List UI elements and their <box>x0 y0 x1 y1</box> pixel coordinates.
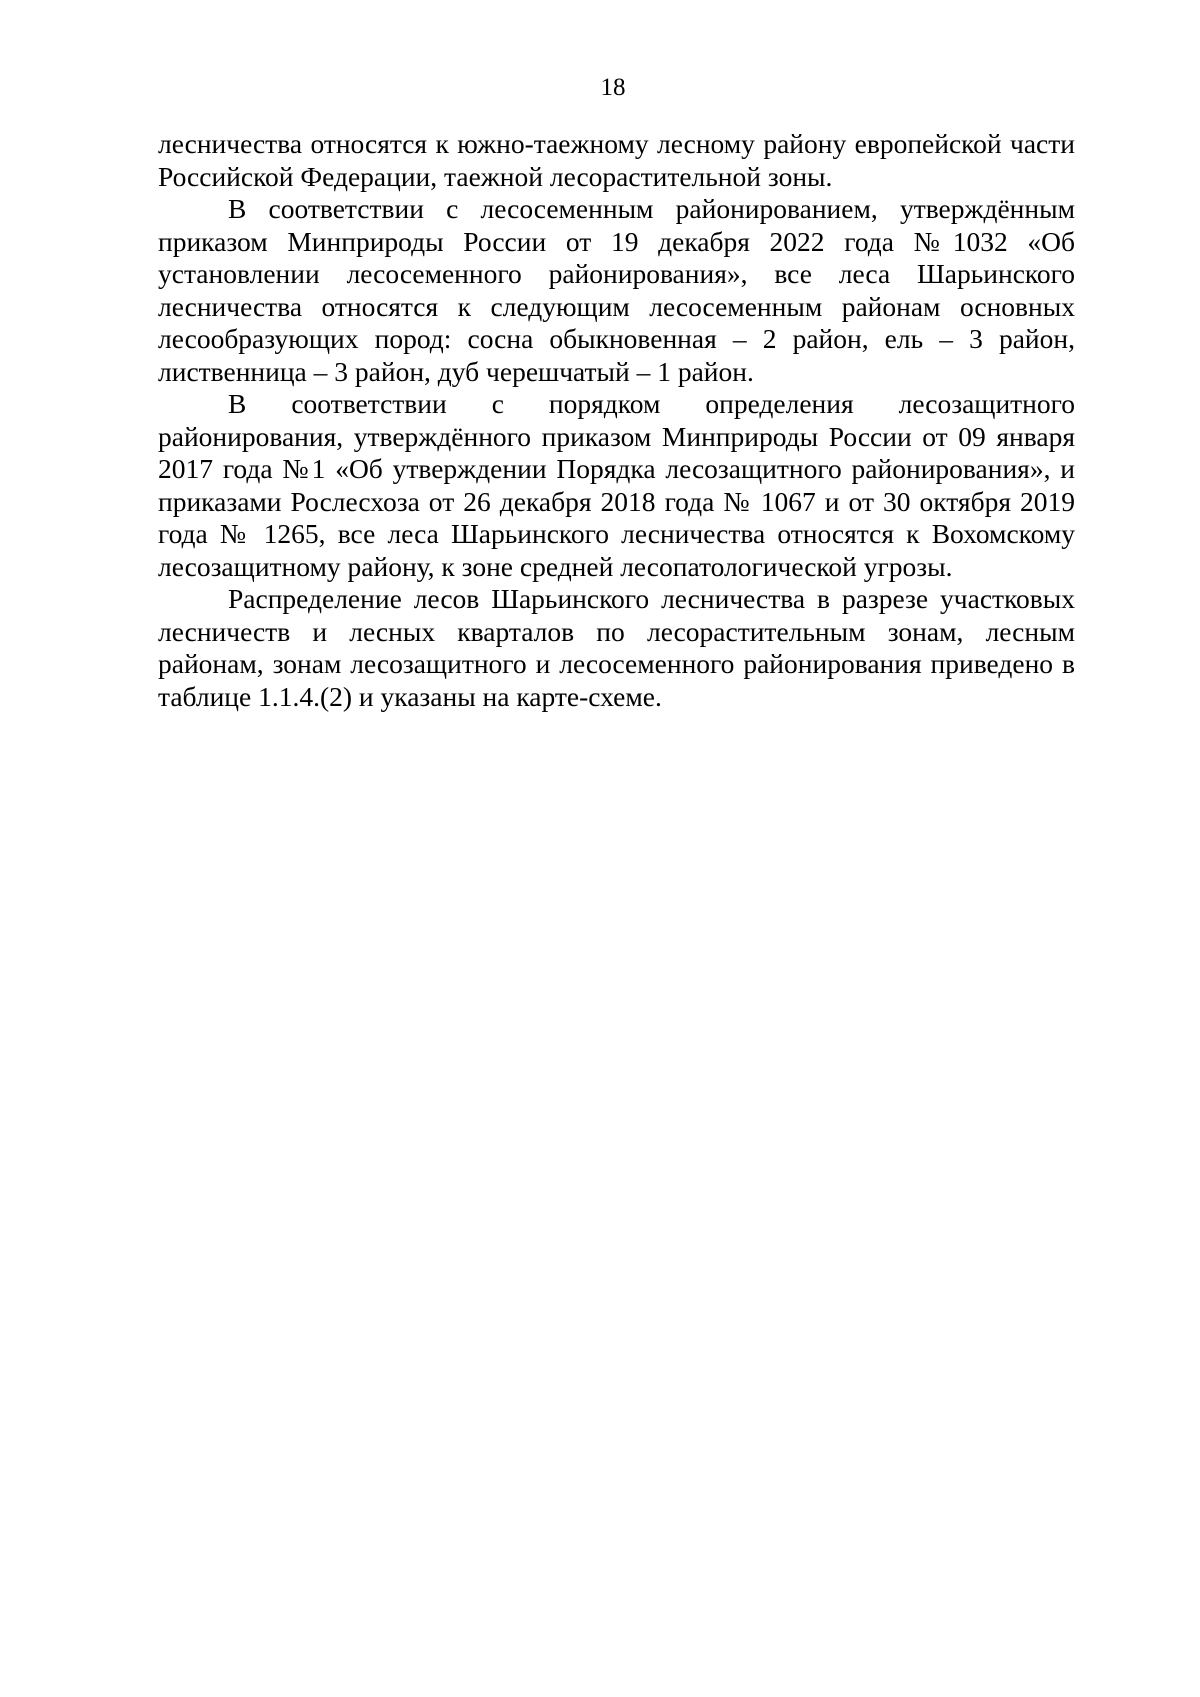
document-body <box>158 128 1075 713</box>
page-number: 18 <box>600 74 626 101</box>
paragraph-forest-distribution: Распределение лесов Шарьинского лесничества в разрезе участковых лесничеств и лесных кварталов по лесорастительным зонам, лесным районам, зонам лесозащитного и лесосеменного районирования приведено в таблице 1.1.4.(2) и указаны на карте-схеме. <box>158 583 1075 712</box>
paragraph-continued: лесничества относятся к южно-таежному лесному району европейской части Российской Федерации, таежной лесорастительной зоны. <box>158 128 1075 192</box>
paragraph-seed-zoning: В соответствии с лесосеменным районированием, утверждённым приказом Минприроды России от 19 декабря 2022 года №1032 «Об установлении лесосеменного районирования», все леса Шарьинского лесничества относятся к следующим лесосеменным районам основных лесообразующих пород: сосна обыкновенная – 2 район, ель – 3 район, лиственница – 3 район, дуб черешчатый – 1 район. <box>158 193 1075 387</box>
paragraph-protection-zoning: В соответствии с порядком определения лесозащитного районирования, утверждённого приказом Минприроды России от 09 января 2017 года №1 «Об утверждении Порядка лесозащитного районирования», и приказами Рослесхоза от 26 декабря 2018 года № 1067 и от 30 октября 2019 года № 1265, все леса Шарьинского лесничества относятся к Вохомскому лесозащитному району, к зоне средней лесопатологической угрозы. <box>158 388 1075 582</box>
